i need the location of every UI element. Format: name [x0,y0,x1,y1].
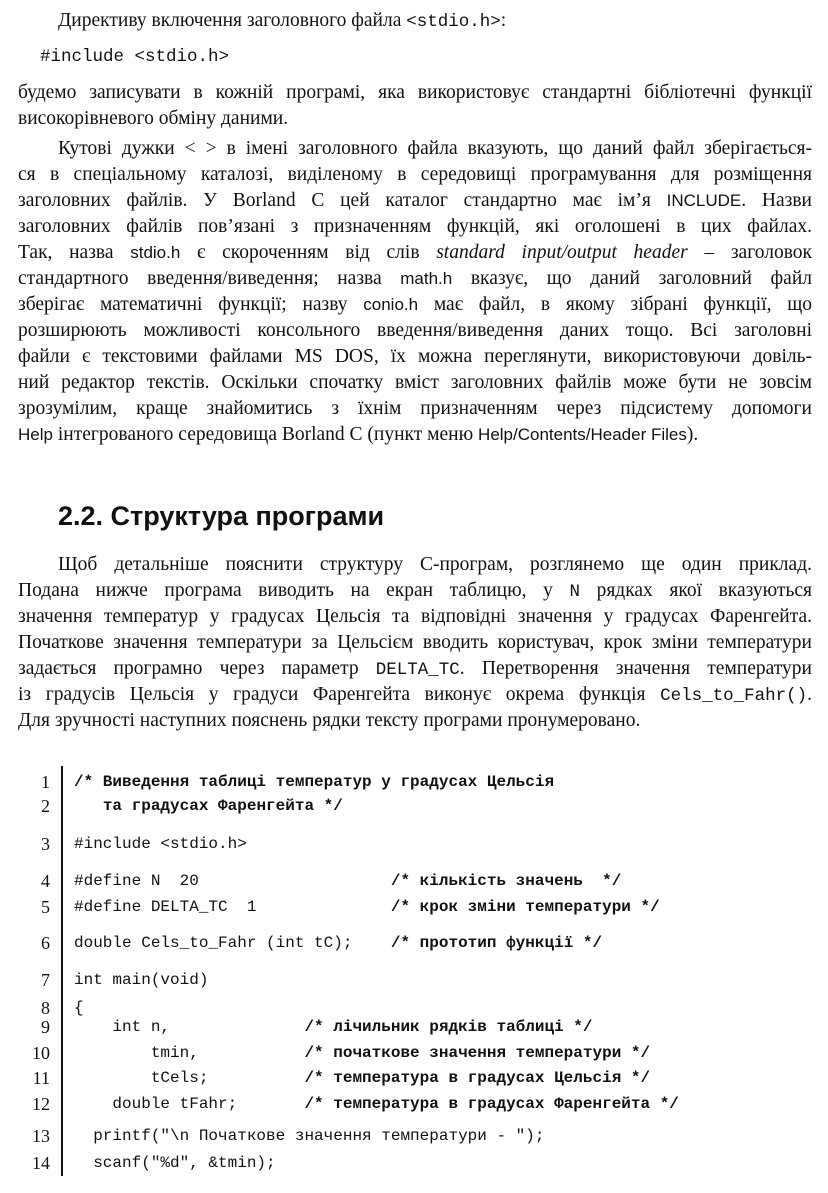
code-comment: /* кількість значень */ [390,872,622,890]
code-comment: /* прототип функції */ [390,934,603,952]
paragraph-line: заголовних файлів пов’язані з призначенням функцій, які оголошені в цих файлах. [18,216,812,237]
paragraph-line: будемо записувати в кожній програмі, яка використовує стандартні бібліотечні функції [18,82,812,103]
paragraph-line: Help інтегрованого середовища Borland C (пункт меню Help/Contents/Header Files). [18,424,699,445]
paragraph-line: зберігає математичні функції; назву conio.h має файл, в якому зібрані функції, що [18,294,812,315]
code-comment: /* початкове значення температури */ [304,1044,651,1062]
code-comment: та градусах Фаренгейта */ [102,797,343,815]
code-line [74,794,343,818]
line-number: 1 [41,772,50,792]
code-comment: /* лічильник рядків таблиці */ [304,1018,593,1036]
section-heading: 2.2. Структура програми [58,501,385,531]
inline-italic: standard input/output header [436,242,688,263]
code-line: #define DELTA_TC 1 /* крок зміни температури */ [74,898,660,916]
code-comment: /* температура в градусах Фаренгейта */ [304,1095,679,1113]
code-line: tCels; /* температура в градусах Цельсія */ [74,1069,651,1087]
inline-code: Cels_to_Fahr() [660,686,808,706]
paragraph-line: Так, назва stdio.h є скороченням від слів standard input/output header – заголовок [18,242,812,263]
paragraph-line: файли є текстовими файлами MS DOS, їх можна переглянути, використовуючи довіль- [18,346,812,367]
paragraph-line: розширюють можливості консольного введення/виведення даних тощо. Всі заголовні [18,320,812,341]
code-line: { [74,999,84,1017]
inline-sans: stdio.h [130,243,181,262]
code-line: scanf("%d", &tmin); [74,1154,276,1172]
inline-code: <stdio.h> [406,12,501,32]
line-number: 8 [41,998,50,1018]
paragraph-line: заголовних файлів. У Borland C цей каталог стандартно має ім’я INCLUDE. Назви [18,190,812,211]
paragraph-line: Подана нижче програма виводить на екран таблицю, у N рядках якої вказуються [18,580,812,602]
paragraph-line: із градусів Цельсія у градуси Фаренгейта виконує окрема функція Cels_to_Fahr(). [18,684,812,706]
paragraph-line: ний редактор текстів. Оскільки спочатку вміст заголовних файлів може бути не зовсім [18,372,812,393]
paragraph-line: зрозумілим, краще знайомитись з їхнім призначенням через підсистему допомоги [18,398,812,419]
inline-code: N [569,582,580,602]
paragraph-line: значення температур у градусах Цельсія та відповідні значення у градусах Фаренгейта. [18,606,812,627]
code-line: double Cels_to_Fahr (int tC); /* прототип функції */ [74,934,603,952]
line-number: 9 [41,1017,50,1037]
line-number: 5 [41,897,50,917]
line-number: 12 [32,1094,50,1114]
inline-sans: conio.h [363,295,419,314]
code-margin-rule [61,766,63,1176]
line-number: 11 [32,1068,50,1088]
code-line: double tFahr; /* температура в градусах Фаренгейта */ [74,1095,679,1113]
code-line [74,770,554,794]
code-comment: /* крок зміни температури */ [390,898,660,916]
code-line: int n, /* лічильник рядків таблиці */ [74,1018,593,1036]
code-line: tmin, /* початкове значення температури */ [74,1044,651,1062]
paragraph-line: стандартного введення/виведення; назва math.h вказує, що даний заголовний файл [18,268,812,289]
paragraph-line: задається програмно через параметр DELTA_TC. Перетворення значення температури [18,658,812,680]
intro-line: Директиву включення заголовного файла <stdio.h>: [58,10,507,32]
inline-sans: INCLUDE [666,191,742,210]
inline-code: DELTA_TC [375,660,460,680]
paragraph-line: Кутові дужки < > в імені заголовного файла вказують, що даний файл зберігається- [58,138,812,159]
code-line: #include <stdio.h> [74,835,247,853]
paragraph-line: Для зручності наступних пояснень рядки тексту програми пронумеровано. [18,710,641,731]
line-number: 13 [32,1126,50,1146]
inline-sans: Help [18,425,53,444]
paragraph-line: Початкове значення температури за Цельсієм вводить користувач, крок зміни температури [18,632,812,653]
line-number: 2 [41,796,50,816]
code-line: int main(void) [74,971,209,989]
paragraph-line: високорівневого обміну даними. [18,108,289,129]
code-comment: /* Виведення таблиці температур у градусах Цельсія [74,773,555,791]
line-number: 14 [32,1153,50,1173]
code-comment: /* температура в градусах Цельсія */ [304,1069,651,1087]
inline-sans: math.h [400,269,453,288]
line-number: 7 [41,970,50,990]
code-line: #define N 20 /* кількість значень */ [74,872,622,890]
inline-sans: Help/Contents/Header Files [478,425,687,444]
line-number: 6 [41,933,50,953]
line-number: 10 [32,1043,50,1063]
code-line: printf("\n Початкове значення температури - "); [74,1127,545,1145]
paragraph-line: ся в спеціальному каталозі, виділеному в середовищі програмування для розміщення [18,164,812,185]
paragraph-line: Щоб детальніше пояснити структуру С-програм, розглянемо ще один приклад. [58,554,812,575]
line-number: 3 [41,834,50,854]
line-number: 4 [41,871,50,891]
include-line: #include <stdio.h> [40,47,230,67]
